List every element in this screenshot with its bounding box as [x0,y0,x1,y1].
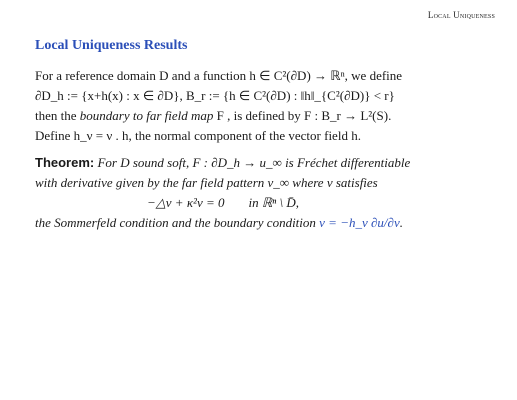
theorem-line-1-text: For D sound soft, F : ∂D_h → u_∞ is Fréchet differentiable [94,155,411,170]
intro-line-3 [35,106,490,126]
running-header: Local Uniqueness [427,10,495,20]
equation-left: −△v + κ²v = 0 [147,195,225,210]
intro-line-3-prefix: then the [35,108,80,123]
intro-line-1: For a reference domain D and a function h ∈ C²(∂D) → ℝⁿ, we define [35,68,403,83]
theorem-line-2: with derivative given by the far field pattern v_∞ where v satisfies [35,175,378,190]
intro-line-4: Define h_ν = ν . h, the normal component of the vector field h. [35,128,361,143]
theorem-equation [35,193,495,213]
theorem-line-4-prefix: the Sommerfeld condition and the boundary condition [35,215,320,230]
theorem-block [35,153,495,233]
equation-right: in ℝⁿ \ D̄, [248,195,300,210]
theorem-line-1 [35,153,495,173]
intro-paragraph [35,66,490,146]
theorem-line-4-suffix: . [399,215,403,230]
theorem-label: Theorem: [35,155,95,170]
intro-line-2: ∂D_h := {x+h(x) : x ∈ ∂D}, B_r := {h ∈ C²(∂D) : ‖h‖_{C²(∂D)} < r} [35,88,395,103]
theorem-line-4 [35,213,495,233]
boundary-condition-formula: v = −h_ν ∂u/∂ν [319,215,400,230]
slide-title: Local Uniqueness Results [35,38,188,53]
intro-line-3-emphasis: boundary to far field map [79,108,214,123]
intro-line-3-suffix: F , is defined by F : B_r → L²(S). [213,108,392,123]
